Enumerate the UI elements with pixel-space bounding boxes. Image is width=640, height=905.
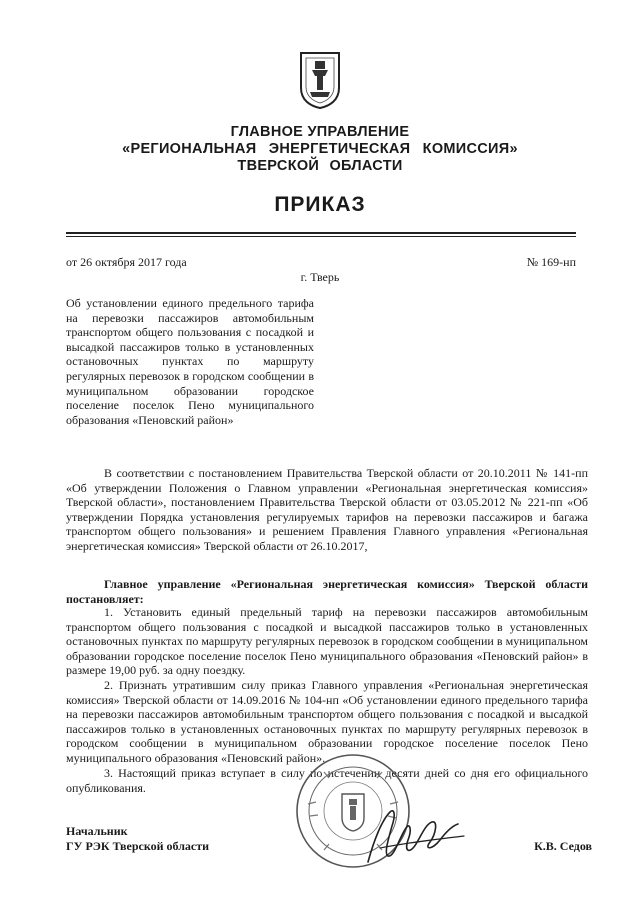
- signatory-position: [66, 824, 209, 854]
- preamble-paragraph: В соответствии с постановлением Правительства Тверской области от 20.10.2011 № 141-пп «Об утверждении Положения о Главном управлении «Региональная энергетическая комиссия» Тверской области», постановлением Правительства Тверской области от 03.05.2012 № 221-пп «Об утверждении Порядка установления регулируемых тарифов на перевозки пассажиров и багажа транспортом общего пользования» и решением Правления Главного управления «Региональная энергетическая комиссия» Тверской области от 26.10.2017,: [66, 466, 588, 553]
- header-divider-thin: [66, 236, 576, 237]
- decree-statement: Главное управление «Региональная энергетическая комиссия» Тверской области постановляет:: [66, 577, 588, 606]
- signatory-position-line1: Начальник: [66, 824, 128, 838]
- organization-name-line3: ТВЕРСКОЙ ОБЛАСТИ: [237, 158, 403, 174]
- signatory-name: К.В. Седов: [534, 839, 592, 853]
- order-date: от 26 октября 2017 года: [66, 255, 187, 269]
- coat-of-arms-icon: [298, 50, 342, 110]
- order-item-3: 3. Настоящий приказ вступает в силу по истечении десяти дней со дня его официального опубликования.: [66, 766, 588, 795]
- order-city: г. Тверь: [300, 270, 340, 284]
- order-item-1: 1. Установить единый предельный тариф на перевозки пассажиров автомобильным транспортом общего пользования с посадкой и высадкой пассажиров только в установленных остановочных пунктах по маршруту регулярных перевозок в городском сообщении в муниципальном образовании городское поселение поселок Пено муниципального образования «Пеновский район» в размере 19,00 руб. за одну поездку.: [66, 605, 588, 678]
- document-title: ПРИКАЗ: [274, 193, 366, 216]
- order-number: № 169-нп: [526, 255, 576, 269]
- handwritten-signature-icon: [360, 800, 470, 875]
- header-divider-thick: [66, 232, 576, 234]
- order-item-2: 2. Признать утратившим силу приказ Главного управления «Региональная энергетическая комиссия» Тверской области от 14.09.2016 № 104-нп «Об установлении единого предельного тарифа на перевозки пассажиров автомобильным транспортом общего пользования с посадкой и высадкой пассажиров только в установленных остановочных пунктах по маршруту регулярных перевозок в городском сообщении в муниципальном образовании городское поселение поселок Пено муниципального образования «Пеновский район».: [66, 678, 588, 765]
- organization-name-line2: «РЕГИОНАЛЬНАЯ ЭНЕРГЕТИЧЕСКАЯ КОМИССИЯ»: [122, 141, 518, 157]
- signatory-position-line2: ГУ РЭК Тверской области: [66, 839, 210, 853]
- organization-name-line1: ГЛАВНОЕ УПРАВЛЕНИЕ: [230, 124, 410, 140]
- order-subject: Об установлении единого предельного тарифа на перевозки пассажиров автомобильным транспортом общего пользования с посадкой и высадкой пассажиров только в установленных остановочных пунктах по маршруту регулярных перевозок в городском сообщении в муниципальном образовании городское поселение поселок Пено муниципального образования «Пеновский район»: [66, 296, 314, 427]
